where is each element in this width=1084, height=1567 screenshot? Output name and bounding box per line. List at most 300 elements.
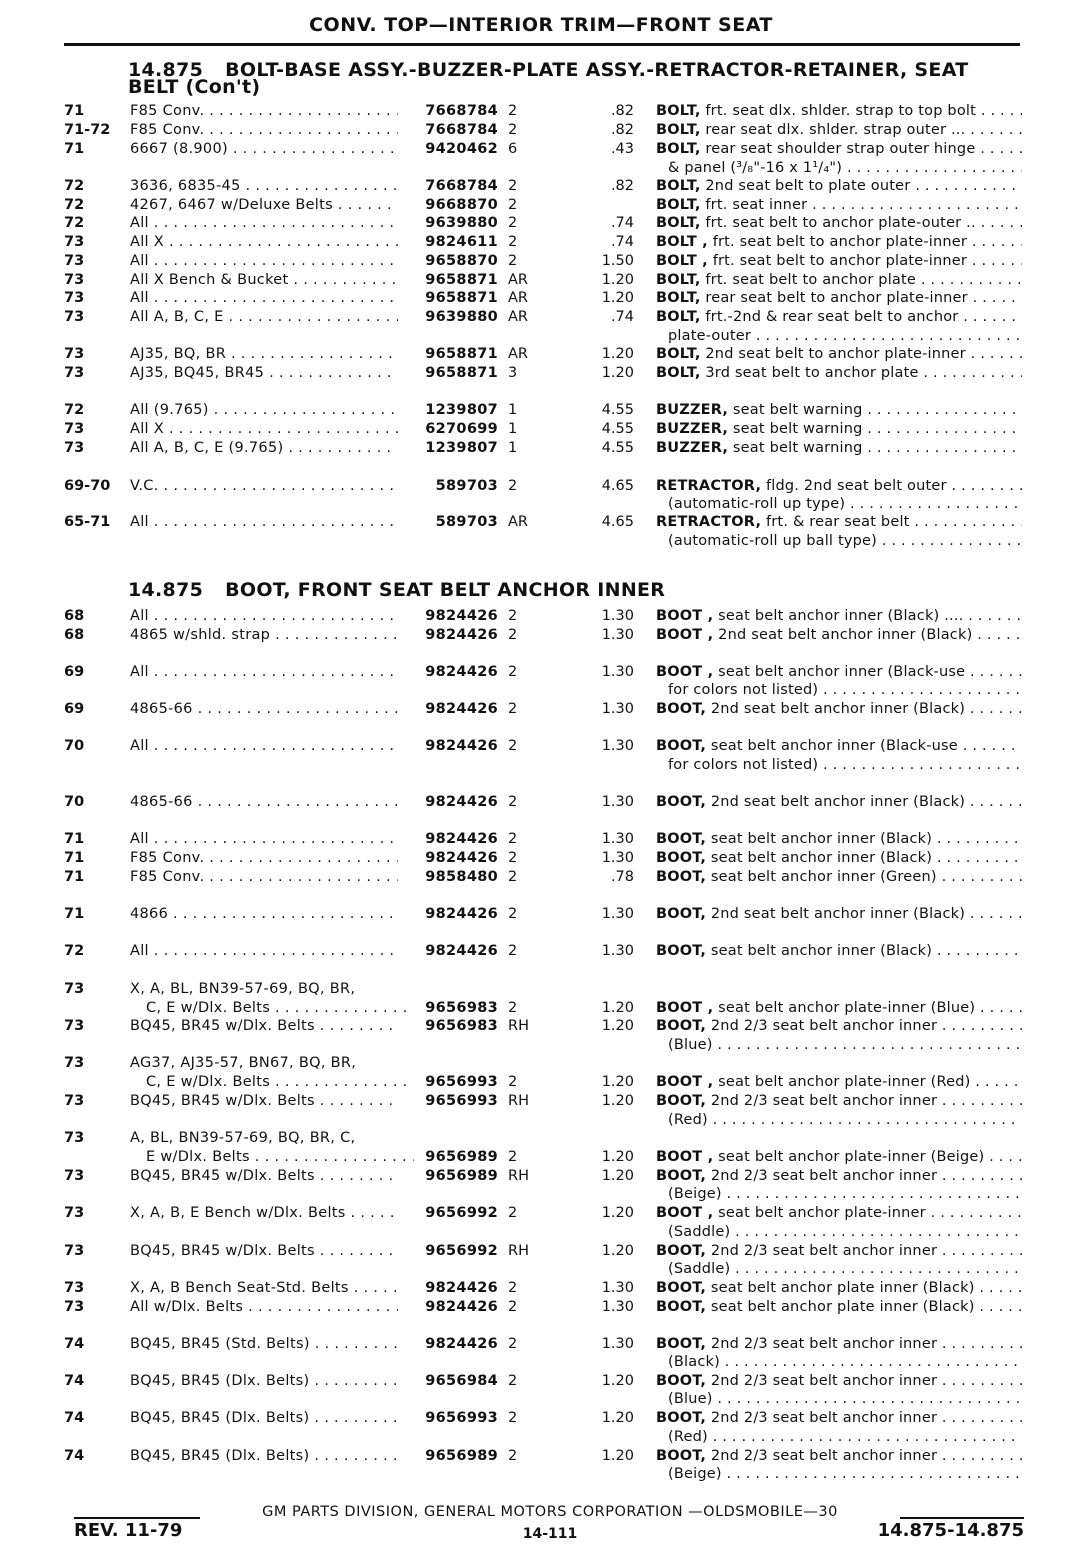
part-number: 9656992: [425, 1243, 498, 1259]
table-row: [0, 159, 1084, 178]
description: [656, 1167, 1022, 1186]
model-year: 71: [64, 141, 85, 157]
price: 1.20: [601, 1205, 634, 1221]
quantity: 2: [508, 850, 518, 866]
description: [656, 737, 1022, 756]
price: 1.20: [601, 365, 634, 381]
price: .82: [610, 103, 634, 119]
description-continued: (Blue) . . .: [668, 1390, 1022, 1409]
quantity: 2: [508, 215, 518, 231]
part-number: 9639880: [425, 215, 498, 231]
application: BQ45, BR45 (Dlx. Belts) . . .: [130, 1372, 398, 1391]
part-name: BOOT,: [656, 1373, 707, 1389]
model-year: 71: [64, 869, 85, 885]
quantity: 2: [508, 701, 518, 717]
table-row: [0, 439, 1084, 458]
quantity: 2: [508, 1149, 518, 1165]
part-number: 9824611: [425, 234, 498, 250]
part-description: 2nd seat belt to plate outer: [705, 178, 911, 194]
part-name: BOLT,: [656, 309, 701, 325]
application: BQ45, BR45 (Std. Belts) . . .: [130, 1335, 398, 1354]
part-number: 9658870: [425, 253, 498, 269]
application: 3636, 6835-45 . . .: [130, 177, 398, 196]
part-name: BOOT,: [656, 1448, 707, 1464]
quantity: 2: [508, 1074, 518, 1090]
section-code: 14.875: [128, 59, 204, 81]
table-row: [0, 868, 1084, 887]
quantity: 1: [508, 402, 518, 418]
footer-publisher: GM PARTS DIVISION, GENERAL MOTORS CORPORATION —OLDSMOBILE—30: [200, 1504, 900, 1520]
quantity: 6: [508, 141, 518, 157]
application: All . . .: [130, 607, 398, 626]
part-name: BOOT,: [656, 1168, 707, 1184]
model-year: 71: [64, 906, 85, 922]
part-name: BOLT,: [656, 215, 701, 231]
part-name: BOOT,: [656, 831, 707, 847]
part-description: seat belt warning: [732, 402, 863, 418]
table-row: [0, 532, 1084, 551]
part-number: 9639880: [425, 309, 498, 325]
price: 1.30: [601, 1336, 634, 1352]
application: 4267, 6467 w/Deluxe Belts . . .: [130, 196, 398, 215]
description: [656, 942, 1022, 961]
table-row: [0, 1092, 1084, 1111]
description: [656, 830, 1022, 849]
price: 1.20: [601, 1410, 634, 1426]
table-row: [0, 1036, 1084, 1055]
table-row: [0, 327, 1084, 346]
description: [656, 420, 1022, 439]
part-description: seat belt anchor plate-inner (Red): [718, 1074, 971, 1090]
part-name: BOOT,: [656, 1336, 707, 1352]
part-number: 9656989: [425, 1168, 498, 1184]
model-year: 73: [64, 1205, 85, 1221]
part-description: 2nd seat belt anchor inner (Black) .: [710, 794, 975, 810]
model-year: 73: [64, 440, 85, 456]
table-row: [0, 737, 1084, 756]
model-year: 73: [64, 421, 85, 437]
quantity: 2: [508, 1336, 518, 1352]
model-year: 72: [64, 215, 85, 231]
part-description: frt. seat belt to anchor plate-outer ..: [705, 215, 976, 231]
section-title-bolt: [128, 59, 1018, 98]
part-number: 9656993: [425, 1093, 498, 1109]
quantity: 2: [508, 1205, 518, 1221]
application: AG37, AJ35-57, BN67, BQ, BR,: [130, 1055, 357, 1071]
description: [656, 1092, 1022, 1111]
description: [656, 607, 1022, 626]
quantity: RH: [508, 1168, 529, 1184]
quantity: AR: [508, 514, 528, 530]
price: 1.30: [601, 794, 634, 810]
part-name: BOLT,: [656, 365, 701, 381]
part-description: seat belt anchor inner (Green): [710, 869, 937, 885]
price: 1.30: [601, 850, 634, 866]
description-continued: (Red) . . .: [668, 1111, 1022, 1130]
footer-revision: REV. 11-79: [74, 1520, 183, 1541]
part-number: 9824426: [425, 608, 498, 624]
price: 1.20: [601, 1168, 634, 1184]
part-name: BOOT ,: [656, 1205, 714, 1221]
description: [656, 102, 1022, 121]
model-year: 74: [64, 1336, 85, 1352]
application: All . . .: [130, 737, 398, 756]
part-name: BOOT ,: [656, 1000, 714, 1016]
table-row: [0, 1073, 1084, 1092]
table-row: [0, 477, 1084, 496]
part-name: BOLT ,: [656, 253, 708, 269]
price: 4.55: [601, 402, 634, 418]
application: AJ35, BQ, BR . . .: [130, 345, 398, 364]
part-number: 9824426: [425, 664, 498, 680]
part-description: seat belt anchor inner (Black): [710, 831, 933, 847]
application: X, A, B Bench Seat-Std. Belts . . .: [130, 1279, 398, 1298]
price: 1.20: [601, 290, 634, 306]
quantity: 1: [508, 421, 518, 437]
part-description: seat belt anchor inner (Black): [710, 850, 933, 866]
table-row: [0, 626, 1084, 645]
description: [656, 1372, 1022, 1391]
table-row: [0, 1242, 1084, 1261]
part-name: BOOT,: [656, 1280, 707, 1296]
description-continued: for colors not listed) . . .: [668, 756, 1022, 775]
description: [656, 271, 1022, 290]
description: [656, 513, 1022, 532]
part-description: rear seat belt to anchor plate-inner .: [705, 290, 978, 306]
part-description: frt. seat dlx. shlder. strap to top bolt: [705, 103, 977, 119]
model-year: 73: [64, 346, 85, 362]
quantity: 2: [508, 794, 518, 810]
model-year: 73: [64, 981, 85, 997]
model-year: 73: [64, 1168, 85, 1184]
quantity: 2: [508, 253, 518, 269]
application: All . . .: [130, 942, 398, 961]
model-year: 74: [64, 1410, 85, 1426]
quantity: RH: [508, 1018, 529, 1034]
description: [656, 289, 1022, 308]
part-name: BOLT,: [656, 141, 701, 157]
section-title-line1: BOLT-BASE ASSY.-BUZZER-PLATE ASSY.-RETRACTOR-RETAINER, SEAT: [225, 59, 969, 81]
model-year: 73: [64, 309, 85, 325]
application: All A, B, C, E (9.765) . . .: [130, 439, 398, 458]
part-description: fldg. 2nd seat belt outer: [765, 478, 947, 494]
quantity: 2: [508, 943, 518, 959]
application-continued: C, E w/Dlx. Belts . . .: [130, 1073, 414, 1092]
application: 4865-66 . . .: [130, 700, 398, 719]
table-row: [0, 121, 1084, 140]
application: All X . . .: [130, 420, 398, 439]
application-continued: E w/Dlx. Belts . . .: [130, 1148, 414, 1167]
part-description: frt. seat belt to anchor plate: [705, 272, 917, 288]
part-number: 9658871: [425, 290, 498, 306]
part-name: BOLT,: [656, 103, 701, 119]
application: All . . .: [130, 830, 398, 849]
price: .74: [610, 234, 634, 250]
table-row: [0, 140, 1084, 159]
part-number: 7668784: [425, 122, 498, 138]
table-row: [0, 1223, 1084, 1242]
part-name: BOOT,: [656, 1243, 707, 1259]
table-row: [0, 271, 1084, 290]
part-number: 9656993: [425, 1074, 498, 1090]
application: 6667 (8.900) . . .: [130, 140, 398, 159]
price: 4.55: [601, 421, 634, 437]
description: [656, 252, 1022, 271]
part-name: BOOT,: [656, 1299, 707, 1315]
application: A, BL, BN39-57-69, BQ, BR, C,: [130, 1130, 356, 1146]
model-year: 72: [64, 402, 85, 418]
table-row: [0, 1298, 1084, 1317]
application: AJ35, BQ45, BR45 . . .: [130, 364, 398, 383]
table-row: [0, 495, 1084, 514]
model-year: 68: [64, 608, 85, 624]
table-row: [0, 420, 1084, 439]
description: [656, 1447, 1022, 1466]
page-header-title: CONV. TOP—INTERIOR TRIM—FRONT SEAT: [309, 14, 773, 36]
part-number: 9656993: [425, 1410, 498, 1426]
table-row: [0, 364, 1084, 383]
part-number: 9824426: [425, 738, 498, 754]
part-description: seat belt warning: [732, 421, 863, 437]
part-name: BOOT,: [656, 738, 707, 754]
part-number: 9824426: [425, 1280, 498, 1296]
part-name: BOOT,: [656, 794, 707, 810]
description: [656, 196, 1022, 215]
model-year: 73: [64, 1280, 85, 1296]
quantity: 2: [508, 178, 518, 194]
quantity: 2: [508, 122, 518, 138]
price: 1.20: [601, 1243, 634, 1259]
part-description: seat belt anchor plate-inner (Blue) .: [718, 1000, 985, 1016]
part-name: BOOT,: [656, 869, 707, 885]
part-description: 2nd 2/3 seat belt anchor inner: [710, 1373, 938, 1389]
price: .74: [610, 215, 634, 231]
part-name: BOLT,: [656, 346, 701, 362]
price: .78: [610, 869, 634, 885]
quantity: AR: [508, 346, 528, 362]
part-name: BOLT,: [656, 290, 701, 306]
model-year: 70: [64, 738, 85, 754]
part-number: 9824426: [425, 627, 498, 643]
quantity: 2: [508, 478, 518, 494]
quantity: 2: [508, 197, 518, 213]
quantity: AR: [508, 272, 528, 288]
part-description: 2nd 2/3 seat belt anchor inner: [710, 1243, 938, 1259]
section-title-line1: BOOT, FRONT SEAT BELT ANCHOR INNER: [225, 579, 666, 601]
description: [656, 700, 1022, 719]
description: [656, 999, 1022, 1018]
application: V.C. . . .: [130, 477, 398, 496]
part-number: 6270699: [425, 421, 498, 437]
quantity: 2: [508, 664, 518, 680]
model-year: 70: [64, 794, 85, 810]
price: 1.50: [601, 253, 634, 269]
application: All X . . .: [130, 233, 398, 252]
model-year: 74: [64, 1448, 85, 1464]
part-number: 9824426: [425, 906, 498, 922]
table-row: [0, 102, 1084, 121]
part-number: 9656989: [425, 1448, 498, 1464]
model-year: 71: [64, 850, 85, 866]
price: 1.30: [601, 738, 634, 754]
table-row: [0, 1409, 1084, 1428]
description: [656, 1298, 1022, 1317]
part-description: 2nd seat belt anchor inner (Black) .: [710, 906, 975, 922]
quantity: 2: [508, 738, 518, 754]
part-name: BOOT,: [656, 1093, 707, 1109]
model-year: 73: [64, 272, 85, 288]
description: [656, 439, 1022, 458]
part-description: 2nd seat belt anchor inner (Black) .: [718, 627, 983, 643]
model-year: 73: [64, 1018, 85, 1034]
part-description: frt. seat belt to anchor plate-inner .: [712, 253, 977, 269]
description: [656, 868, 1022, 887]
table-row: [0, 289, 1084, 308]
part-number: 7668784: [425, 103, 498, 119]
part-name: RETRACTOR,: [656, 478, 762, 494]
application: BQ45, BR45 w/Dlx. Belts . . .: [130, 1017, 398, 1036]
part-description: 2nd 2/3 seat belt anchor inner: [710, 1168, 938, 1184]
application: F85 Conv. . . .: [130, 868, 398, 887]
description-continued: plate-outer . . .: [668, 327, 1022, 346]
footer-group-range: 14.875-14.875: [877, 1520, 1024, 1541]
application: BQ45, BR45 w/Dlx. Belts . . .: [130, 1092, 398, 1111]
part-number: 9824426: [425, 831, 498, 847]
table-row: [0, 607, 1084, 626]
price: 1.30: [601, 701, 634, 717]
application: BQ45, BR45 w/Dlx. Belts . . .: [130, 1167, 398, 1186]
part-description: 2nd seat belt to anchor plate-inner .: [705, 346, 976, 362]
description: [656, 1204, 1022, 1223]
footer-rule-right: [890, 1517, 1024, 1519]
part-description: frt. seat inner: [705, 197, 808, 213]
application: BQ45, BR45 w/Dlx. Belts . . .: [130, 1242, 398, 1261]
price: 1.30: [601, 906, 634, 922]
part-number: 9656983: [425, 1000, 498, 1016]
footer-page-number: 14-111: [522, 1526, 578, 1542]
application: All X Bench & Bucket . . .: [130, 271, 398, 290]
quantity: 2: [508, 627, 518, 643]
part-number: 7668784: [425, 178, 498, 194]
part-description: frt. & rear seat belt: [765, 514, 910, 530]
table-row: [0, 1353, 1084, 1372]
application: X, A, BL, BN39-57-69, BQ, BR,: [130, 981, 356, 997]
model-year: 65-71: [64, 514, 111, 530]
description: [656, 308, 1022, 327]
table-row: [0, 513, 1084, 532]
application: F85 Conv. . . .: [130, 121, 398, 140]
quantity: AR: [508, 290, 528, 306]
part-description: seat belt anchor plate inner (Black): [710, 1280, 975, 1296]
quantity: RH: [508, 1243, 529, 1259]
quantity: 2: [508, 1000, 518, 1016]
price: .43: [610, 141, 634, 157]
table-row: [0, 849, 1084, 868]
part-number: 1239807: [425, 402, 498, 418]
quantity: 2: [508, 1448, 518, 1464]
part-number: 9858480: [425, 869, 498, 885]
description: [656, 214, 1022, 233]
table-row: [0, 980, 1084, 999]
part-description: 3rd seat belt to anchor plate: [705, 365, 919, 381]
part-description: seat belt anchor inner (Black) ....: [718, 608, 964, 624]
model-year: 73: [64, 365, 85, 381]
description-continued: for colors not listed) . . .: [668, 681, 1022, 700]
table-row: [0, 1447, 1084, 1466]
price: 1.20: [601, 1448, 634, 1464]
part-number: 9824426: [425, 1299, 498, 1315]
part-number: 9824426: [425, 794, 498, 810]
table-row: [0, 1054, 1084, 1073]
table-row: [0, 401, 1084, 420]
part-name: BOLT,: [656, 272, 701, 288]
table-row: [0, 233, 1084, 252]
description: [656, 1017, 1022, 1036]
table-row: [0, 905, 1084, 924]
model-year: 72: [64, 197, 85, 213]
price: 1.30: [601, 943, 634, 959]
part-number: 9824426: [425, 850, 498, 866]
part-number: 589703: [435, 478, 498, 494]
part-name: BUZZER,: [656, 402, 729, 418]
part-number: 9824426: [425, 943, 498, 959]
application: F85 Conv. . . .: [130, 102, 398, 121]
part-name: BOOT ,: [656, 608, 714, 624]
quantity: 2: [508, 1410, 518, 1426]
part-description: seat belt anchor inner (Black): [710, 943, 933, 959]
part-description: frt. seat belt to anchor plate-inner .: [712, 234, 977, 250]
description-continued: (automatic-roll up type) . . .: [668, 495, 1022, 514]
description: [656, 793, 1022, 812]
part-description: rear seat shoulder strap outer hinge: [705, 141, 976, 157]
part-number: 9668870: [425, 197, 498, 213]
part-number: 589703: [435, 514, 498, 530]
part-name: BOOT,: [656, 850, 707, 866]
price: 1.30: [601, 831, 634, 847]
price: 1.20: [601, 1018, 634, 1034]
table-row: [0, 1465, 1084, 1484]
table-row: [0, 681, 1084, 700]
part-description: seat belt anchor plate inner (Black): [710, 1299, 975, 1315]
table-row: [0, 308, 1084, 327]
model-year: 69: [64, 664, 85, 680]
part-number: 9656983: [425, 1018, 498, 1034]
application: 4865-66 . . .: [130, 793, 398, 812]
table-row: [0, 1129, 1084, 1148]
part-description: 2nd 2/3 seat belt anchor inner: [710, 1448, 938, 1464]
description: [656, 1279, 1022, 1298]
quantity: AR: [508, 309, 528, 325]
part-number: 9658871: [425, 272, 498, 288]
description: [656, 140, 1022, 159]
description: [656, 233, 1022, 252]
part-description: 2nd 2/3 seat belt anchor inner: [710, 1018, 938, 1034]
part-name: BOOT,: [656, 906, 707, 922]
part-number: 1239807: [425, 440, 498, 456]
section-title-boot: [128, 579, 1018, 601]
table-row: [0, 663, 1084, 682]
model-year: 71-72: [64, 122, 111, 138]
price: .82: [610, 178, 634, 194]
price: 1.20: [601, 1149, 634, 1165]
part-description: 2nd seat belt anchor inner (Black) .: [710, 701, 975, 717]
model-year: 69: [64, 701, 85, 717]
description-continued: (automatic-roll up ball type) . . .: [668, 532, 1022, 551]
model-year: 73: [64, 1299, 85, 1315]
model-year: 73: [64, 1243, 85, 1259]
model-year: 68: [64, 627, 85, 643]
part-name: BOOT,: [656, 1410, 707, 1426]
